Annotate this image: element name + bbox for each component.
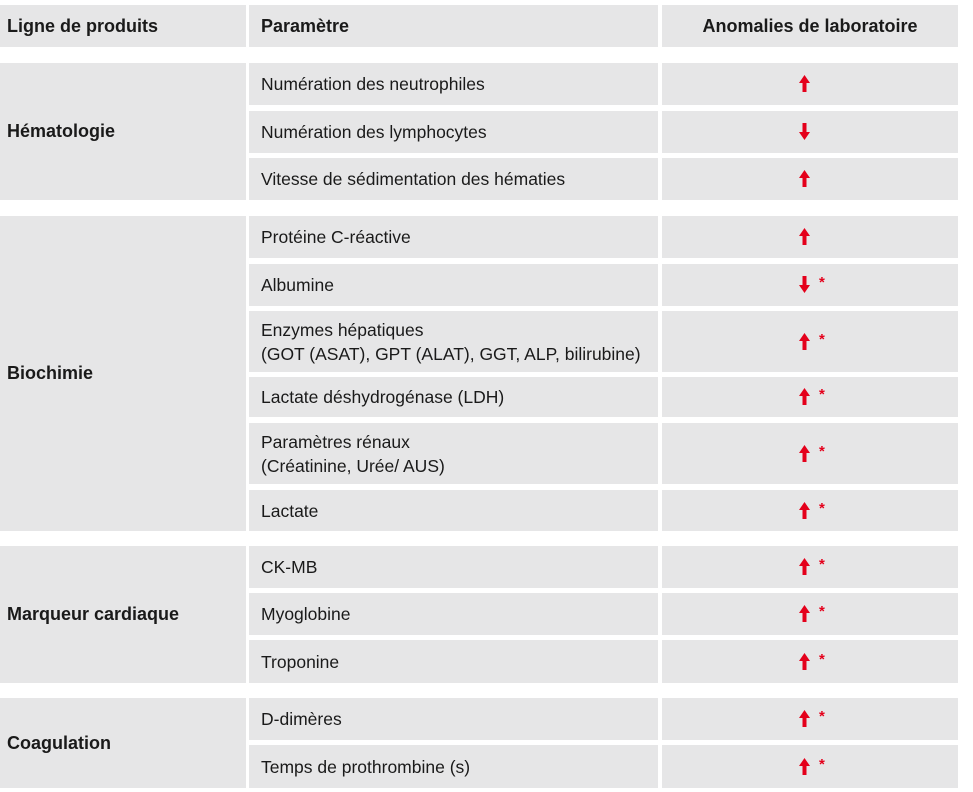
arrow-up-icon: [790, 72, 830, 96]
parameter-text: Vitesse de sédimentation des hématies: [261, 169, 566, 189]
group-label: Hématologie: [0, 63, 246, 200]
parameter-cell: [249, 377, 658, 417]
asterisk-note: *: [819, 650, 825, 668]
anomaly-cell: [662, 745, 958, 788]
header-parameter: Paramètre: [249, 5, 658, 47]
parameter-cell: [249, 111, 658, 153]
parameter-cell: [249, 745, 658, 788]
parameter-text: CK-MB: [261, 557, 318, 577]
parameter-text: Myoglobine: [261, 604, 351, 624]
group-label: Marqueur cardiaque: [0, 546, 246, 683]
anomaly-cell: [662, 423, 958, 484]
arrow-down-icon: [790, 273, 830, 297]
asterisk-note: *: [819, 442, 825, 460]
anomaly-cell: [662, 698, 958, 740]
anomaly-cell: [662, 158, 958, 200]
parameter-text: Lactate déshydrogénase (LDH): [261, 387, 505, 407]
asterisk-note: *: [819, 274, 825, 291]
parameter-cell: [249, 640, 658, 683]
arrow-up-icon: [790, 225, 830, 249]
asterisk-note: *: [819, 755, 825, 773]
parameter-cell: [249, 698, 658, 740]
arrow-up-icon: [790, 555, 830, 579]
parameter-cell: [249, 423, 658, 484]
parameter-text: Enzymes hépatiques: [261, 319, 424, 340]
parameter-cell: [249, 216, 658, 258]
parameter-cell: [249, 63, 658, 105]
parameter-text: Albumine: [261, 275, 334, 295]
arrow-up-icon: [790, 330, 830, 354]
parameter-text: D-dimères: [261, 709, 342, 729]
parameter-text: Paramètres rénaux: [261, 431, 410, 452]
arrow-up-icon: [790, 755, 830, 779]
arrow-up-icon: [790, 707, 830, 731]
anomaly-cell: [662, 546, 958, 588]
parameter-cell: [249, 593, 658, 635]
parameter-text: (Créatinine, Urée/ AUS): [261, 455, 445, 476]
group-label: Coagulation: [0, 698, 246, 788]
parameter-cell: [249, 546, 658, 588]
parameter-text: (GOT (ASAT), GPT (ALAT), GGT, ALP, bilirubine): [261, 343, 641, 364]
parameter-cell: [249, 311, 658, 372]
arrow-up-icon: [790, 602, 830, 626]
header-lab-anomalies: Anomalies de laboratoire: [662, 5, 958, 47]
asterisk-note: *: [819, 499, 825, 517]
asterisk-note: *: [819, 556, 825, 573]
anomaly-cell: [662, 593, 958, 635]
asterisk-note: *: [819, 708, 825, 725]
anomaly-cell: [662, 63, 958, 105]
arrow-up-icon: [790, 442, 830, 466]
parameter-cell: [249, 158, 658, 200]
parameter-cell: [249, 490, 658, 531]
parameter-text: Numération des lymphocytes: [261, 122, 487, 142]
parameter-text: Temps de prothrombine (s): [261, 756, 471, 777]
asterisk-note: *: [819, 603, 825, 620]
parameter-text: Protéine C-réactive: [261, 227, 411, 247]
parameter-text: Troponine: [261, 651, 340, 672]
parameter-text: Lactate: [261, 500, 319, 521]
asterisk-note: *: [819, 330, 825, 348]
anomaly-cell: [662, 490, 958, 531]
anomaly-cell: [662, 264, 958, 306]
arrow-up-icon: [790, 499, 830, 523]
anomaly-cell: [662, 216, 958, 258]
header-product-line: Ligne de produits: [0, 5, 246, 47]
arrow-down-icon: [790, 120, 830, 144]
anomaly-cell: [662, 640, 958, 683]
anomaly-cell: [662, 377, 958, 417]
arrow-up-icon: [790, 650, 830, 674]
anomaly-cell: [662, 311, 958, 372]
group-label: Biochimie: [0, 216, 246, 531]
anomaly-cell: [662, 111, 958, 153]
arrow-up-icon: [790, 167, 830, 191]
arrow-up-icon: [790, 385, 830, 409]
parameter-text: Numération des neutrophiles: [261, 74, 485, 94]
parameter-cell: [249, 264, 658, 306]
asterisk-note: *: [819, 386, 825, 403]
